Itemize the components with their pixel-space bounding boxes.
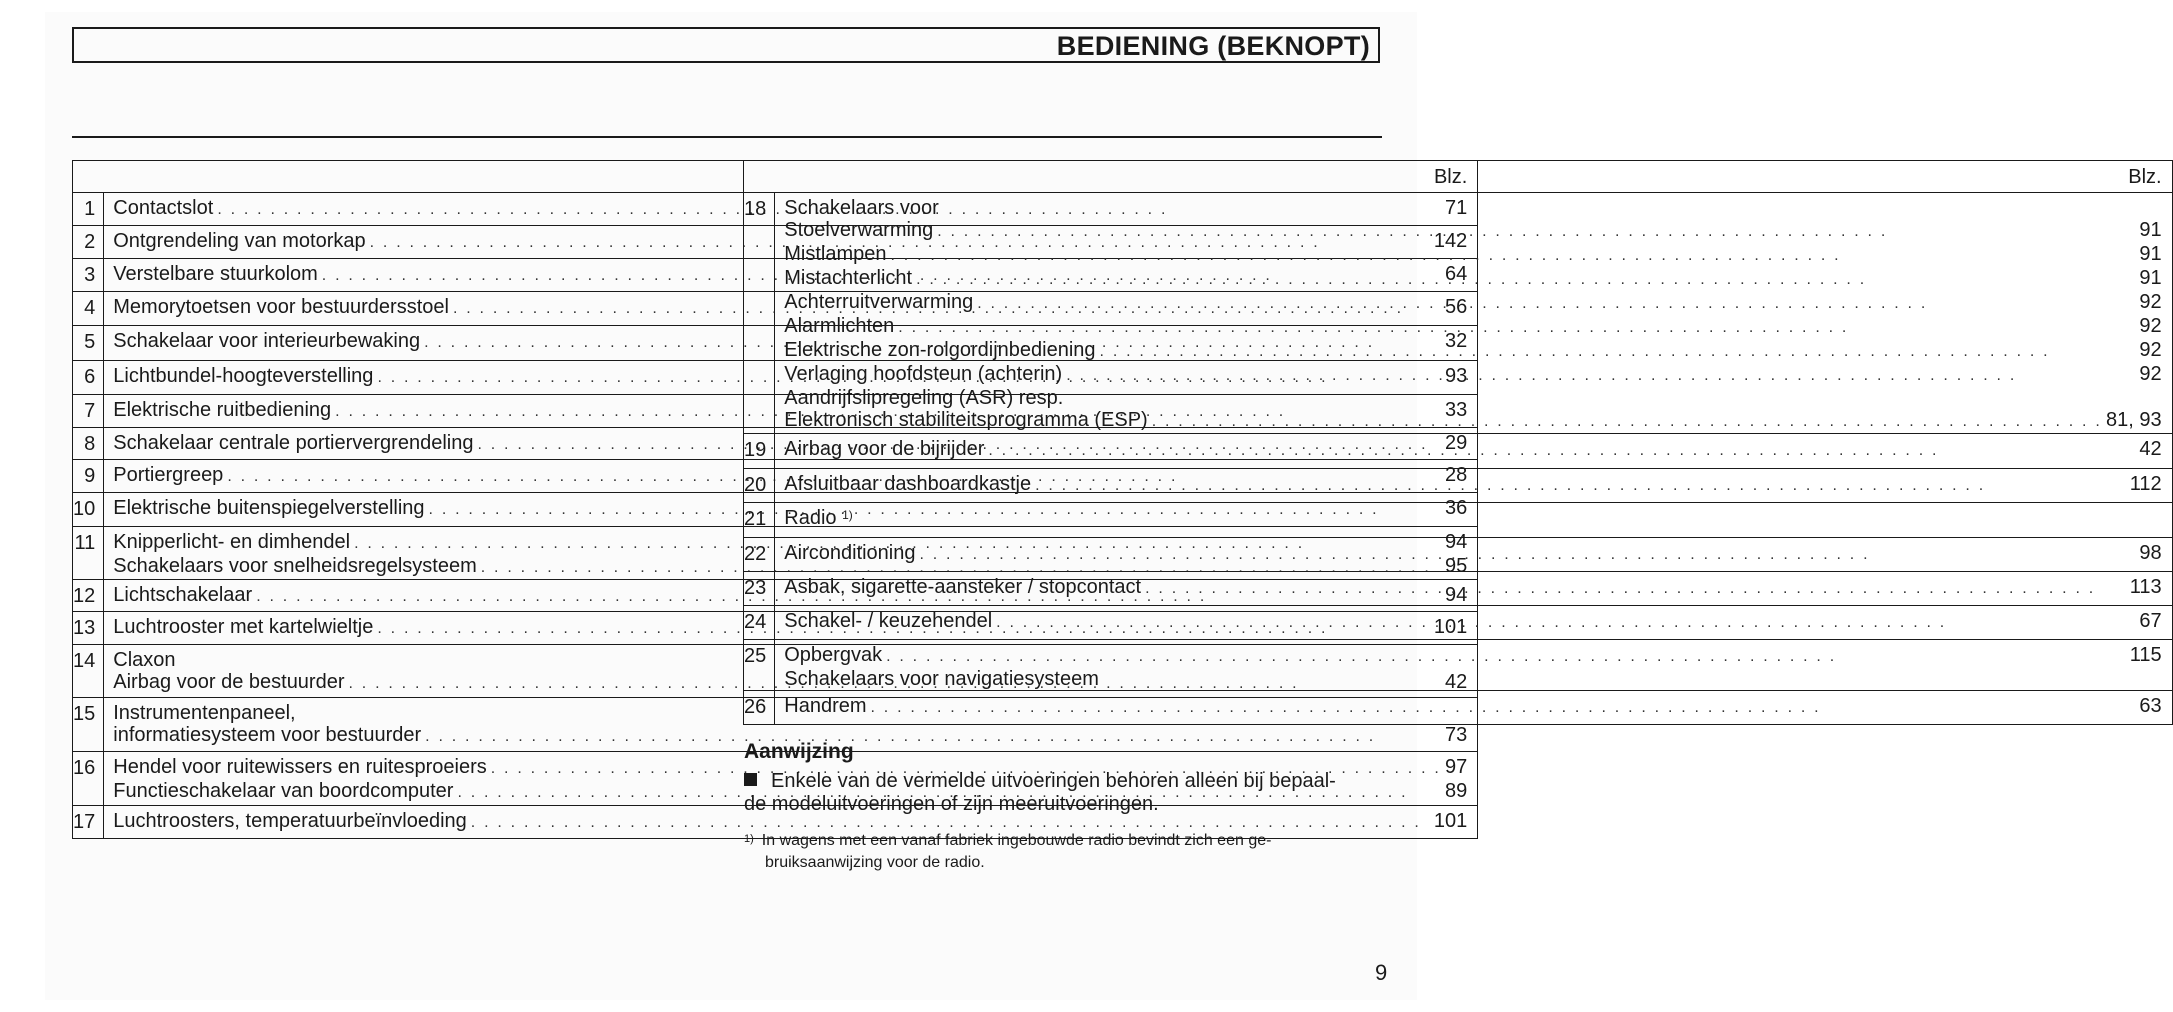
row-number: 11 [73,527,104,580]
entry-label-text: Radio [784,507,837,529]
row-number: 25 [744,640,775,691]
entry-label [784,291,973,313]
row-number: 24 [744,606,775,640]
entry-page-number: 64 [1445,263,1468,285]
entry-page-number: 115 [2129,644,2162,666]
toc-entry [784,267,2161,291]
entry-label-text: Airbag voor de bijrijder [784,438,985,460]
toc-row [744,538,2173,572]
entry-label [113,555,477,577]
toc-row [744,572,2173,606]
row-number: 17 [73,806,104,839]
entry-label-text: Luchtroosters, temperatuurbeïnvloeding [113,810,467,832]
page-title: BEDIENING (BEKNOPT) [1056,31,1370,61]
entry-label-text: Aandrijfslipregeling (ASR) resp. [784,387,1064,409]
entry-label-text: Schakelaar voor interieurbewaking [113,330,421,352]
entry-label [784,363,1062,385]
entry-label-text: Opbergvak [784,644,883,666]
dot-leader [898,317,2135,339]
row-number: 14 [73,645,104,698]
dot-leader [996,612,2135,634]
toc-entry [784,473,2161,497]
row-number: 26 [744,691,775,725]
row-number: 10 [73,493,104,527]
entry-page-number: 56 [1445,296,1468,318]
entry-label-text: Schakelaars voor navigatiesysteem [784,668,1099,690]
entry-label-text: Instrumentenpaneel, [113,702,296,724]
entry-label-text: Achterruitverwarming [784,291,974,313]
toc-entry [784,243,2161,267]
entry-label-text: Contactslot [113,197,214,219]
entry-label [113,365,373,387]
entry-label [784,267,912,289]
dot-leader [425,726,1441,748]
entry-page-number: 91 [2139,267,2162,289]
entry-label-text: Elektrische buitenspiegelverstelling [113,497,425,519]
entry-label [113,263,318,285]
note-line-1: Enkele van de vermelde uitvoeringen behoren alleen bij bepaal- [771,770,1336,792]
toc-entry [784,438,2161,462]
toc-entry [784,291,2161,315]
entry-page-number: 101 [1433,616,1468,638]
row-number: 13 [73,612,104,645]
entry-label-text: Afsluitbaar dashboardkastje [784,473,1032,495]
entry-label-text: Ontgrendeling van motorkap [113,230,366,252]
dot-leader [886,646,2126,668]
entry-label-text: Lichtbundel-hoogteverstelling [113,365,374,387]
dot-leader [1145,578,2126,600]
toc-entry [784,363,2161,387]
row-number: 1 [73,193,104,226]
entry-label-text: Mistlampen [784,243,887,265]
row-number: 18 [744,193,775,434]
entry-label [113,702,295,724]
entry-page-number: 92 [2139,363,2162,385]
row-number: 19 [744,434,775,469]
entry-label-text: Asbak, sigarette-aansteker / stopcontact [784,576,1142,598]
entry-page-number: 81, 93 [2106,409,2162,431]
toc-row [744,193,2173,434]
row-items [775,503,2172,538]
entry-label [113,756,487,778]
entry-label-text: Knipperlicht- en dimhendel [113,531,351,553]
row-number: 7 [73,395,104,428]
row-number: 8 [73,428,104,460]
entry-label-text: Schakelaars voor snelheidsregelsysteem [113,555,477,577]
entry-label [784,542,915,564]
entry-page-number: 89 [1445,780,1468,802]
row-items [775,640,2172,691]
entry-label [784,409,1147,431]
entry-page-number: 97 [1445,756,1468,778]
entry-label [784,576,1141,598]
dot-leader [1100,341,2136,363]
entry-label-text: Elektrische zon-rolgordijnbediening [784,339,1096,361]
page-number: 9 [1375,960,1388,985]
row-number: 22 [744,538,775,572]
entry-page-number: 42 [2139,438,2162,460]
dot-leader [988,440,2135,462]
dot-leader [1066,365,2135,387]
toc-entry [784,197,2161,219]
toc-row [744,606,2173,640]
entry-page-number: 42 [1445,671,1468,693]
entry-label-text: Handrem [784,695,867,717]
entry-page-number: 67 [2139,610,2162,632]
toc-entry [784,542,2161,566]
entry-label [784,610,992,632]
entry-page-number: 91 [2139,243,2162,265]
row-items [775,469,2172,503]
row-number: 4 [73,292,104,326]
footnote-line-2: bruiksaanwijzing voor de radio. [765,854,985,871]
entry-label [113,649,175,671]
footnote-mark: 1) [744,833,754,845]
entry-label-text: Airconditioning [784,542,916,564]
toc-entry [784,409,2161,433]
entry-label [113,780,453,802]
square-bullet-icon [744,773,757,786]
entry-label [113,724,421,746]
entry-label-text: Elektrische ruitbediening [113,399,332,421]
column-header-blz: Blz. [73,161,1478,193]
entry-page-number: 71 [1445,197,1468,219]
row-items [775,193,2172,434]
entry-label [113,464,223,486]
entry-label [784,219,933,241]
entry-label [113,330,420,352]
entry-page-number: 92 [2139,339,2162,361]
entry-page-number: 92 [2139,315,2162,337]
entry-label-text: Schakelaar centrale portiervergrendeling [113,432,474,454]
toc-row [744,691,2173,725]
entry-label-text: Alarmlichten [784,315,895,337]
entry-page-number: 63 [2139,695,2162,717]
dot-leader [937,221,2135,243]
entry-label-text: Verstelbare stuurkolom [113,263,318,285]
entry-label-text: Airbag voor de bestuurder [113,671,345,693]
entry-page-number: 101 [1433,810,1468,832]
note-heading: Aanwijzing [744,740,854,763]
row-number: 3 [73,259,104,292]
entry-label [784,243,886,265]
entry-label-text: Mistachterlicht [784,267,913,289]
toc-table-right [743,160,2173,725]
entry-label-text: Lichtschakelaar [113,584,253,606]
note-text [744,770,1394,816]
entry-label [784,197,939,219]
entry-label [113,197,213,219]
toc-entry [784,315,2161,339]
entry-label-text: Verlaging hoofdsteun (achterin) [784,363,1063,385]
toc-entry [784,610,2161,634]
toc-row [744,434,2173,469]
toc-entry [784,387,2161,409]
entry-label [113,531,350,553]
entry-label [113,230,365,252]
toc-row [744,503,2173,538]
entry-label [784,473,1031,495]
entry-page-number: 94 [1445,531,1468,553]
entry-label [113,616,373,638]
toc-entry [784,668,2161,690]
toc-entry [784,695,2161,719]
entry-label [784,339,1095,361]
entry-label [113,399,331,421]
header-box [72,27,1380,63]
entry-label-text: Memorytoetsen voor bestuurdersstoel [113,296,449,318]
entry-label-text: Functieschakelaar van boordcomputer [113,780,454,802]
entry-label [113,584,252,606]
entry-page-number: 29 [1445,432,1468,454]
entry-page-number: 98 [2139,542,2162,564]
entry-label [784,644,882,666]
dot-leader [1152,411,2102,433]
entry-page-number: 113 [2129,576,2162,598]
entry-label [784,695,866,717]
entry-label [113,296,449,318]
entry-page-number: 32 [1445,330,1468,352]
footnote [744,830,1394,874]
entry-label [784,387,1063,409]
entry-label-text: Hendel voor ruitewissers en ruitesproeiers [113,756,487,778]
entry-label-text: Luchtrooster met kartelwieltje [113,616,374,638]
entry-label-text: Portiergreep [113,464,224,486]
entry-label [113,810,467,832]
entry-label [784,507,853,529]
toc-entry [784,219,2161,243]
row-number: 2 [73,226,104,259]
note-line-2: de modeluitvoeringen of zijn meeruitvoeringen. [744,793,1159,815]
entry-label-text: informatiesysteem voor bestuurder [113,724,422,746]
entry-page-number: 142 [1433,230,1468,252]
entry-page-number: 93 [1445,365,1468,387]
dot-leader [1035,475,2126,497]
entry-label [113,432,473,454]
dot-leader [891,245,2136,267]
row-number: 16 [73,752,104,806]
toc-entry [784,644,2161,668]
entry-label [784,315,894,337]
footnote-line-1: In wagens met een vanaf fabriek ingebouwde radio bevindt zich een ge- [761,832,1272,849]
horizontal-rule [72,136,1382,138]
toc-entry [784,576,2161,600]
entry-page-number: 95 [1445,555,1468,577]
row-number: 21 [744,503,775,538]
entry-page-number: 92 [2139,291,2162,313]
row-items [775,538,2172,572]
row-number: 15 [73,698,104,752]
row-number: 20 [744,469,775,503]
toc-entry [784,339,2161,363]
entry-label [113,497,424,519]
row-number: 12 [73,580,104,612]
row-number: 6 [73,361,104,395]
entry-page-number: 28 [1445,464,1468,486]
entry-page-number: 36 [1445,497,1468,519]
entry-page-number: 33 [1445,399,1468,421]
column-header-blz: Blz. [744,161,2173,193]
row-number: 9 [73,460,104,493]
toc-row [744,640,2173,691]
entry-label [784,668,1099,690]
entry-page-number: 94 [1445,584,1468,606]
row-number: 5 [73,326,104,361]
entry-page-number: 112 [2129,473,2162,495]
entry-label-text: Claxon [113,649,176,671]
entry-label-text: Schakel- / keuzehendel [784,610,993,632]
entry-page-number: 91 [2139,219,2162,241]
dot-leader [916,269,2135,291]
row-items [775,572,2172,606]
row-number: 23 [744,572,775,606]
entry-label [784,438,984,460]
toc-entry [784,507,2161,529]
entry-label [113,671,344,693]
dot-leader [871,697,2136,719]
entry-label-text: Schakelaars voor [784,197,939,219]
entry-label-text: Stoelverwarming [784,219,934,241]
footnote-reference: 1) [842,508,853,522]
row-items [775,691,2172,725]
row-items [775,434,2172,469]
entry-label-text: Elektronisch stabiliteitsprogramma (ESP) [784,409,1148,431]
row-items [775,606,2172,640]
entry-page-number: 73 [1445,724,1468,746]
toc-row [744,469,2173,503]
dot-leader [977,293,2135,315]
dot-leader [919,544,2135,566]
